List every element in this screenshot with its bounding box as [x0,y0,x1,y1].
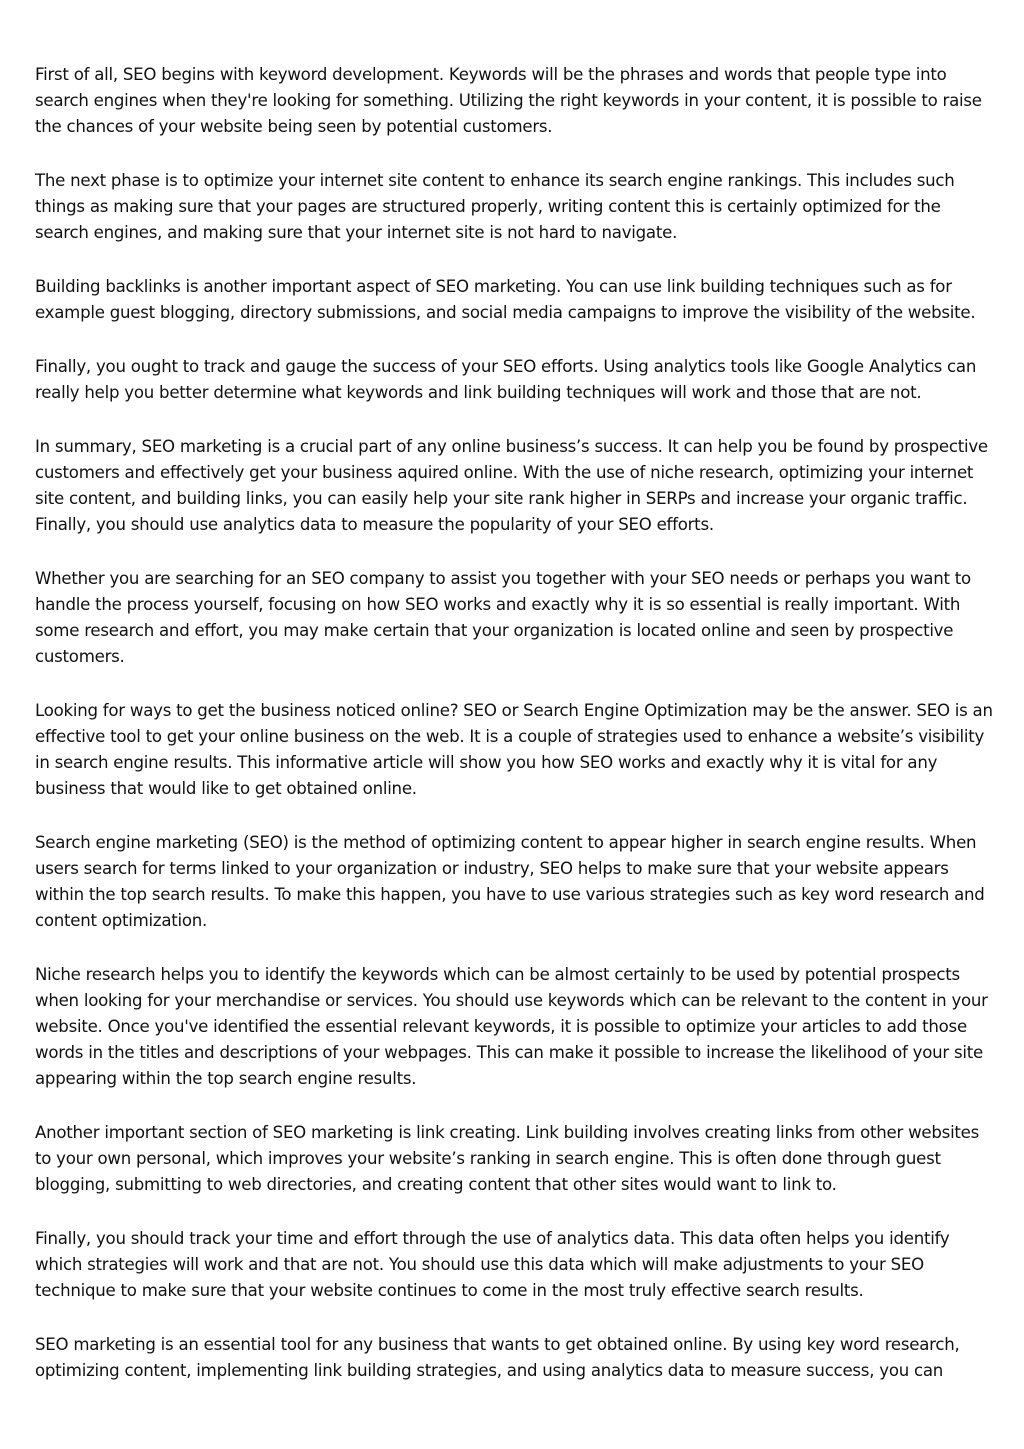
paragraph-link-creating: Another important section of SEO marketing is link creating. Link building involves creating links from other websites to your own personal, which improves your website’s ranking in search engine. This is often done through guest blogging, submitting to web directories, and creating content that other sites would want to link to. [35,1123,980,1194]
paragraph-niche-research: Niche research helps you to identify the keywords which can be almost certainly to be used by potential prospects when looking for your merchandise or services. You should use keywords which can be relevant to the content in your website. Once you've identified the essential relevant keywords, it is possible to optimize your articles to add those words in the titles and descriptions of your webpages. This can make it possible to increase the likelihood of your site appearing within the top search engine results. [35,965,988,1088]
paragraph-seo-company: Whether you are searching for an SEO company to assist you together with your SEO needs or perhaps you want to handle the process yourself, focusing on how SEO works and exactly why it is so essential is really important. With some research and effort, you may make certain that your organization is located online and seen by prospective customers. [35,569,971,666]
paragraph-summary: In summary, SEO marketing is a crucial part of any online business’s success. It can help you be found by prospective customers and effectively get your business aquired online. With the use of niche research, optimizing your internet site content, and building links, you can easily help your site rank higher in SERPs and increase your organic traffic. Finally, you should use analytics data to measure the popularity of your SEO efforts. [35,437,988,534]
paragraph-track-success: Finally, you ought to track and gauge the success of your SEO efforts. Using analytics tools like Google Analytics can really help you better determine what keywords and link building techniques will work and those that are not. [35,357,977,402]
paragraph-seo-definition: Search engine marketing (SEO) is the method of optimizing content to appear higher in search engine results. When users search for terms linked to your organization or industry, SEO helps to make sure that your website appears within the top search results. To make this happen, you have to use various strategies such as key word research and content optimization. [35,833,985,930]
paragraph-business-noticed: Looking for ways to get the business noticed online? SEO or Search Engine Optimization may be the answer. SEO is an effective tool to get your online business on the web. It is a couple of strategies used to enhance a website’s visibility in search engine results. This informative article will show you how SEO works and exactly why it is vital for any business that would like to get obtained online. [35,701,993,798]
paragraph-essential-tool: SEO marketing is an essential tool for any business that wants to get obtained online. By using key word research, optimizing content, implementing link building strategies, and using analytics data to measure success, you can [35,1335,960,1380]
paragraph-backlinks: Building backlinks is another important aspect of SEO marketing. You can use link building techniques such as for example guest blogging, directory submissions, and social media campaigns to improve the visibility of the website. [35,277,976,322]
document-body [35,62,995,1412]
paragraph-analytics-data: Finally, you should track your time and effort through the use of analytics data. This data often helps you identify which strategies will work and that are not. You should use this data which will make adjustments to your SEO technique to make sure that your website continues to come in the most truly effective search results. [35,1229,950,1300]
paragraph-keyword-development: First of all, SEO begins with keyword development. Keywords will be the phrases and words that people type into search engines when they're looking for something. Utilizing the right keywords in your content, it is possible to raise the chances of your website being seen by potential customers. [35,65,982,136]
paragraph-optimize-content: The next phase is to optimize your internet site content to enhance its search engine rankings. This includes such things as making sure that your pages are structured properly, writing content this is certainly optimized for the search engines, and making sure that your internet site is not hard to navigate. [35,171,955,242]
